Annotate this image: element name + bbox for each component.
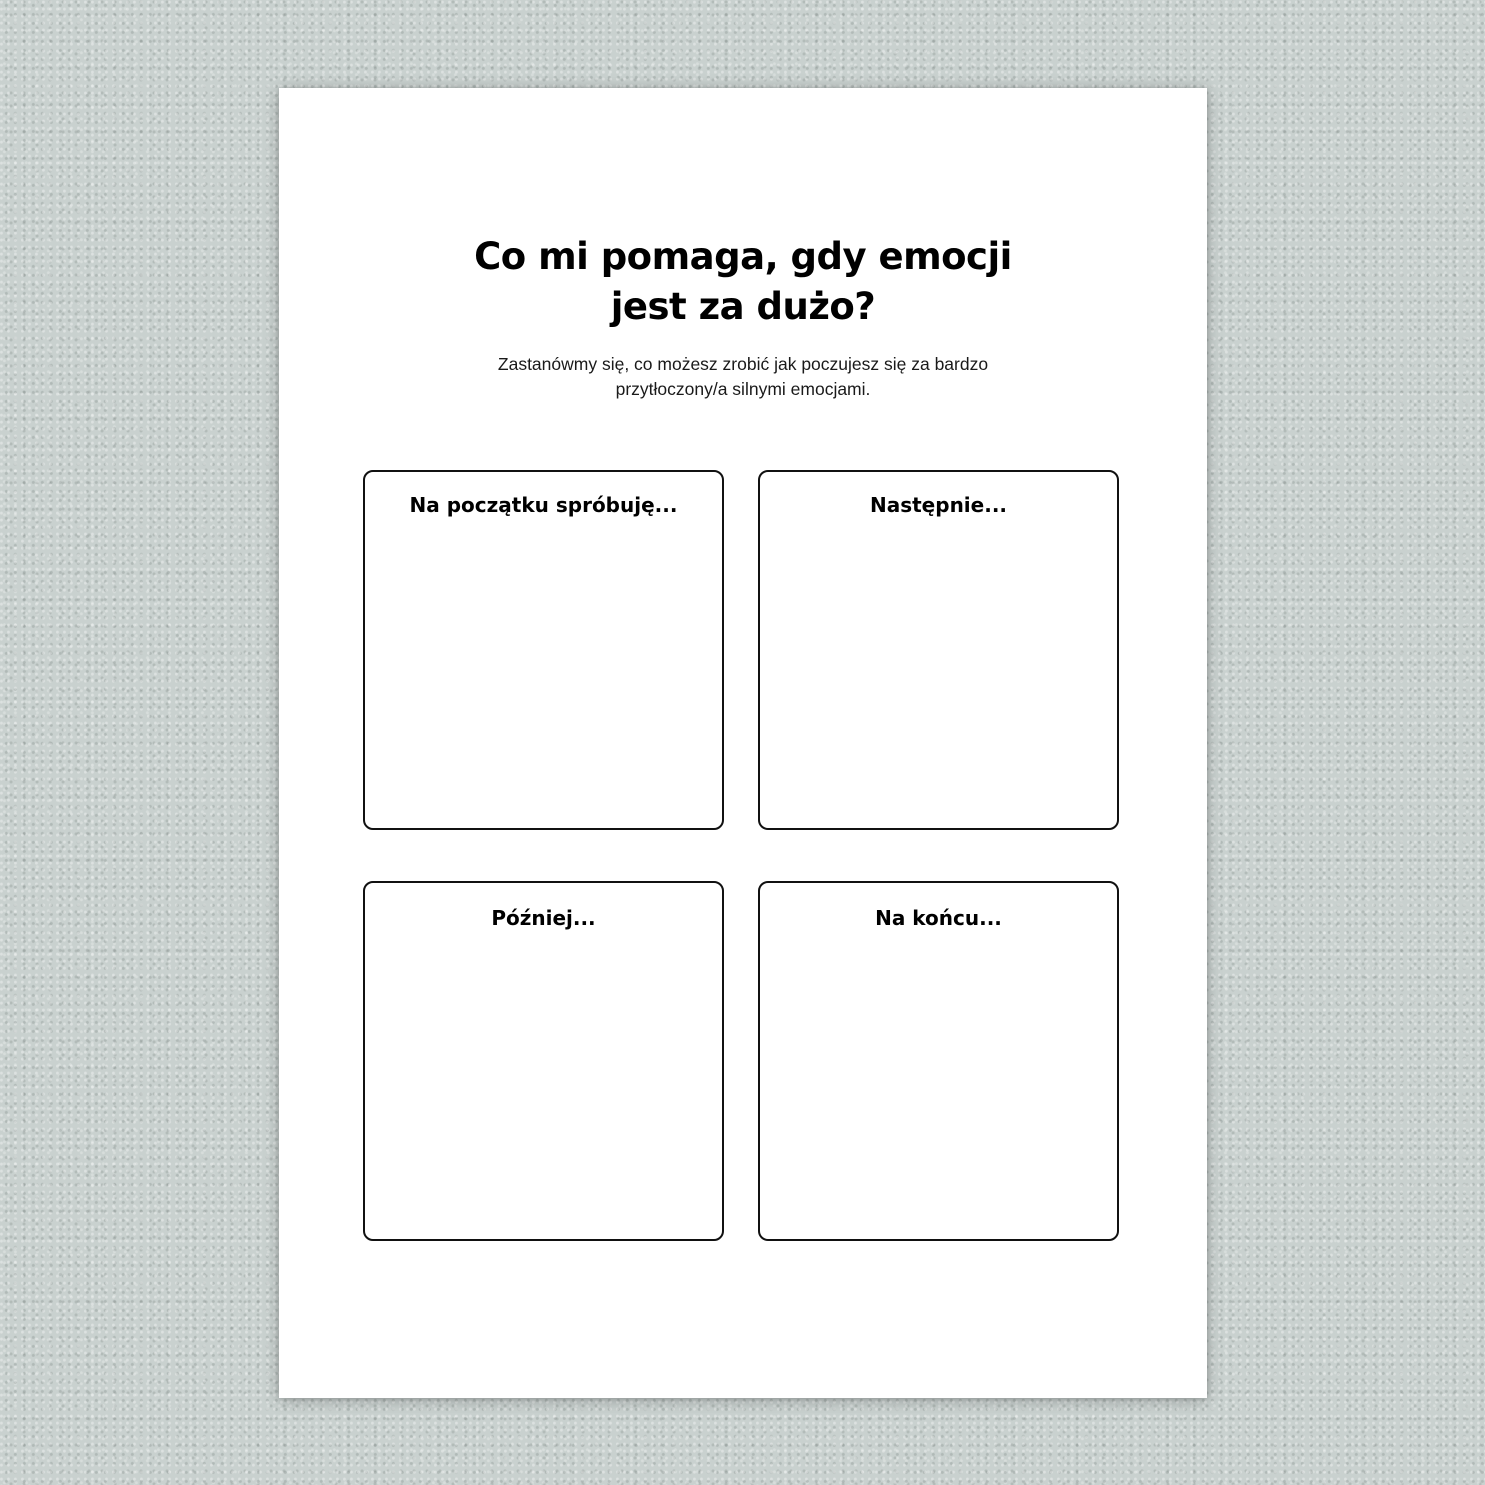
box-next-step-label: Następnie... [869, 493, 1008, 517]
instructions-line-1: Zastanówmy się, co możesz zrobić jak poczujesz się za bardzo [497, 354, 989, 374]
title-line-2: jest za dużo? [610, 285, 876, 328]
title-line-1: Co mi pomaga, gdy emocji [474, 235, 1012, 278]
box-first-step-label: Na początku spróbuję... [409, 493, 678, 517]
box-later-step[interactable] [363, 881, 724, 1241]
worksheet-title [279, 232, 1207, 332]
box-first-step[interactable] [363, 470, 724, 830]
box-next-step[interactable] [758, 470, 1119, 830]
box-later-step-label: Później... [491, 906, 596, 930]
box-final-step-label: Na końcu... [875, 906, 1002, 930]
worksheet-page [279, 88, 1207, 1398]
box-final-step[interactable] [758, 881, 1119, 1241]
instructions-line-2: przytłoczony/a silnymi emocjami. [615, 379, 871, 399]
worksheet-instructions [279, 352, 1207, 402]
